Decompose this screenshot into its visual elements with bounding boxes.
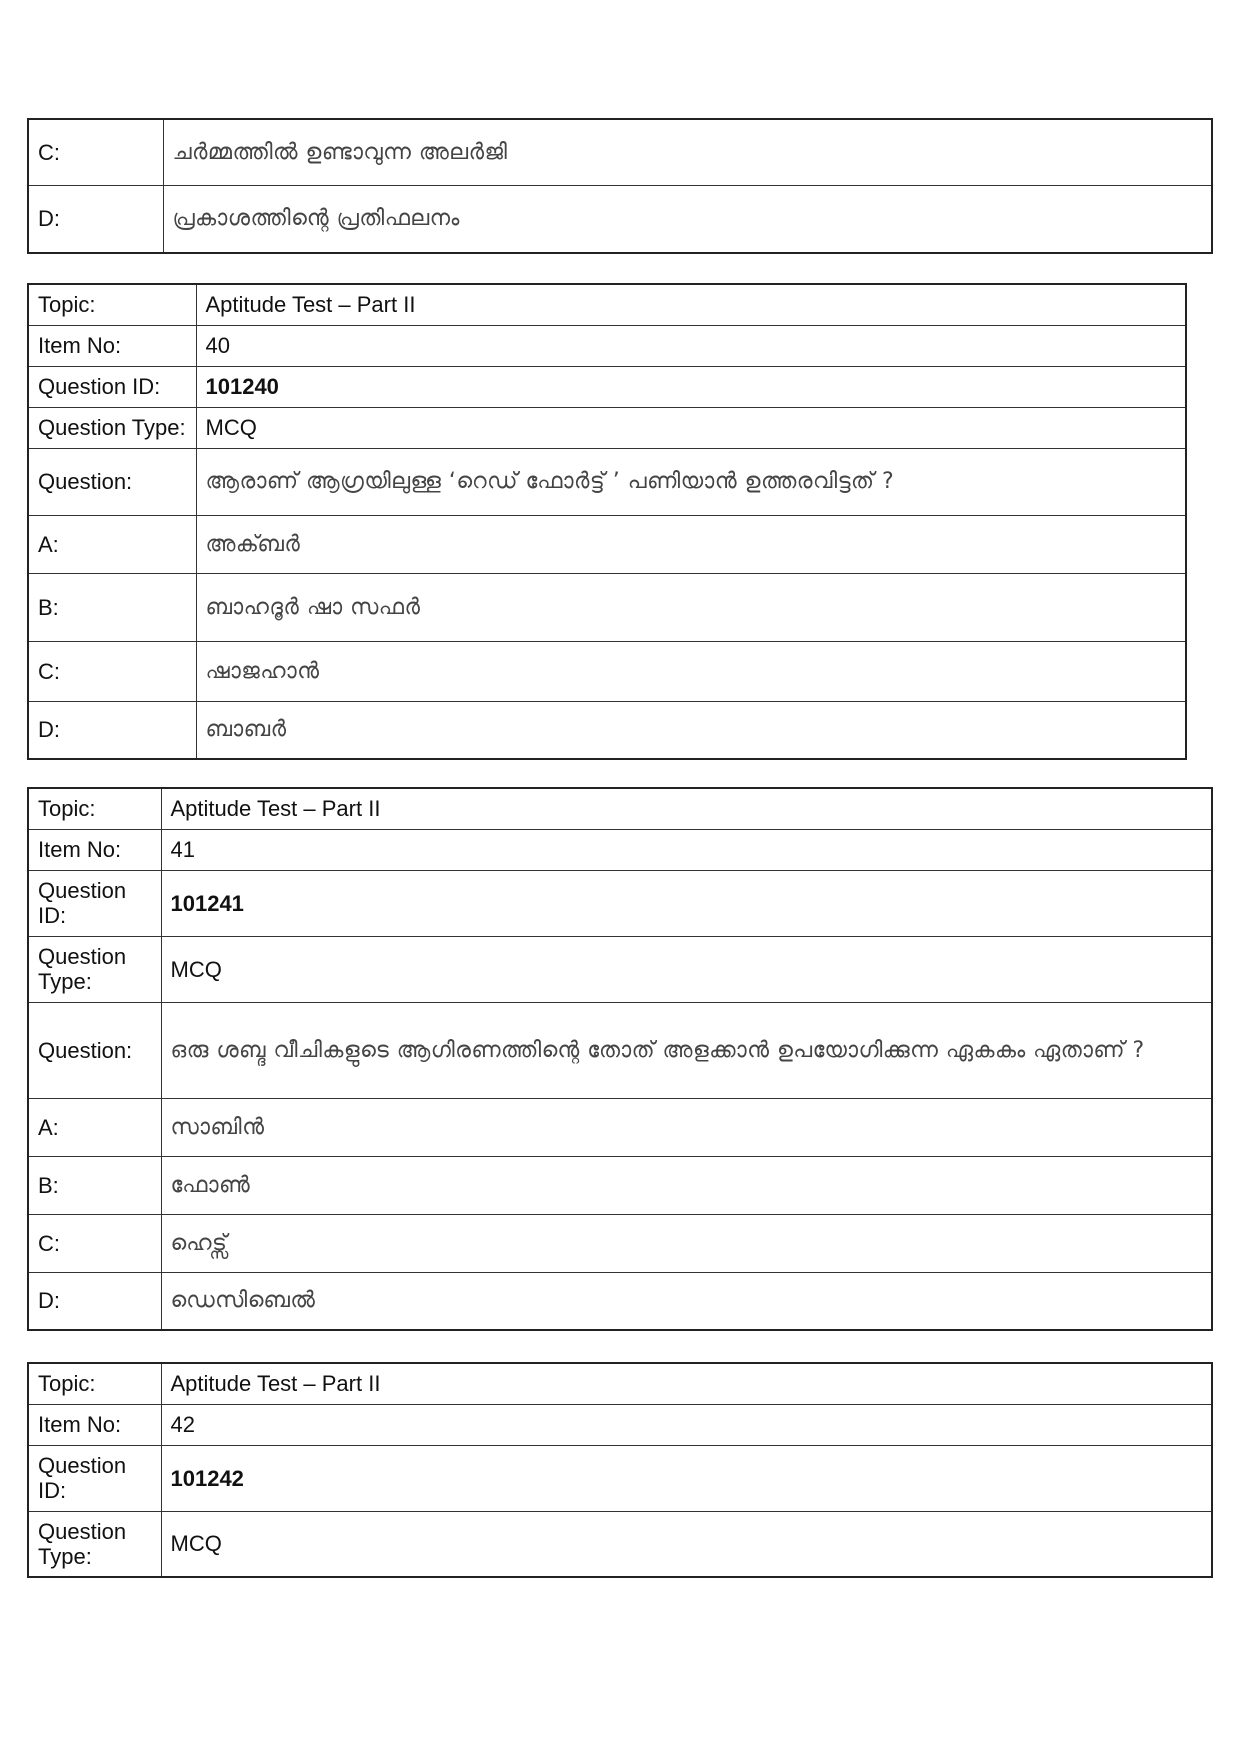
topic-value: Aptitude Test – Part II [161, 1363, 1212, 1404]
question-id-value: 101240 [196, 366, 1186, 407]
option-label: A: [28, 1098, 161, 1156]
topic-row [28, 788, 1212, 829]
question-id-label: Question ID: [28, 366, 196, 407]
question-table-41 [27, 787, 1213, 1331]
option-label: D: [28, 1272, 161, 1330]
question-type-label: Question Type: [28, 1511, 161, 1577]
option-row-c [28, 1214, 1212, 1272]
question-id-row [28, 1445, 1212, 1511]
option-value: ബാഹദൂർ ഷാ സഫർ [196, 573, 1186, 641]
item-label: Item No: [28, 325, 196, 366]
option-row-d [28, 1272, 1212, 1330]
question-type-value: MCQ [161, 1511, 1212, 1577]
question-id-value: 101241 [161, 870, 1212, 936]
option-label: C: [28, 1214, 161, 1272]
option-row-c [28, 641, 1186, 701]
question-label: Question: [28, 1002, 161, 1098]
topic-value: Aptitude Test – Part II [161, 788, 1212, 829]
option-value: ബാബർ [196, 701, 1186, 759]
item-value: 40 [196, 325, 1186, 366]
question-id-value: 101242 [161, 1445, 1212, 1511]
question-type-label: Question Type: [28, 936, 161, 1002]
question-type-label: Question Type: [28, 407, 196, 448]
topic-label: Topic: [28, 1363, 161, 1404]
question-type-row [28, 407, 1186, 448]
question-table-42 [27, 1362, 1213, 1578]
question-table-40 [27, 283, 1187, 760]
option-label: D: [28, 185, 163, 253]
option-label: B: [28, 573, 196, 641]
question-type-row [28, 936, 1212, 1002]
topic-row [28, 1363, 1212, 1404]
item-value: 42 [161, 1404, 1212, 1445]
question-type-row [28, 1511, 1212, 1577]
option-label: B: [28, 1156, 161, 1214]
option-label: C: [28, 641, 196, 701]
option-value: ചർമ്മത്തിൽ ഉണ്ടാവുന്ന അലർജി [163, 119, 1212, 185]
item-row [28, 1404, 1212, 1445]
option-row-c [28, 119, 1212, 185]
question-id-row [28, 870, 1212, 936]
question-text: ഒരു ശബ്ദ വീചികളുടെ ആഗിരണത്തിന്റെ തോത് അളക്കാൻ ഉപയോഗിക്കുന്ന ഏകകം ഏതാണ് ? [161, 1002, 1212, 1098]
question-id-row [28, 366, 1186, 407]
question-type-value: MCQ [161, 936, 1212, 1002]
item-row [28, 829, 1212, 870]
topic-row [28, 284, 1186, 325]
item-row [28, 325, 1186, 366]
option-label: A: [28, 515, 196, 573]
option-row-b [28, 573, 1186, 641]
question-label: Question: [28, 448, 196, 515]
option-value: ഹെട്സ് [161, 1214, 1212, 1272]
question-id-label: Question ID: [28, 870, 161, 936]
question-row [28, 1002, 1212, 1098]
option-value: ഫോൺ [161, 1156, 1212, 1214]
option-value: ഷാജഹാൻ [196, 641, 1186, 701]
question-row [28, 448, 1186, 515]
options-table-prev [27, 118, 1213, 254]
topic-value: Aptitude Test – Part II [196, 284, 1186, 325]
item-value: 41 [161, 829, 1212, 870]
option-value: പ്രകാശത്തിന്റെ പ്രതിഫലനം [163, 185, 1212, 253]
question-id-label: Question ID: [28, 1445, 161, 1511]
option-row-a [28, 515, 1186, 573]
topic-label: Topic: [28, 788, 161, 829]
question-type-value: MCQ [196, 407, 1186, 448]
option-value: സാബിൻ [161, 1098, 1212, 1156]
option-row-b [28, 1156, 1212, 1214]
option-label: C: [28, 119, 163, 185]
question-text: ആരാണ് ആഗ്രയിലുള്ള ‘റെഡ് ഫോർട്ട് ’ പണിയാൻ ഉത്തരവിട്ടത് ? [196, 448, 1186, 515]
option-row-a [28, 1098, 1212, 1156]
option-label: D: [28, 701, 196, 759]
option-value: അക്ബർ [196, 515, 1186, 573]
option-row-d [28, 701, 1186, 759]
item-label: Item No: [28, 1404, 161, 1445]
item-label: Item No: [28, 829, 161, 870]
option-value: ഡെസിബെൽ [161, 1272, 1212, 1330]
option-row-d [28, 185, 1212, 253]
topic-label: Topic: [28, 284, 196, 325]
